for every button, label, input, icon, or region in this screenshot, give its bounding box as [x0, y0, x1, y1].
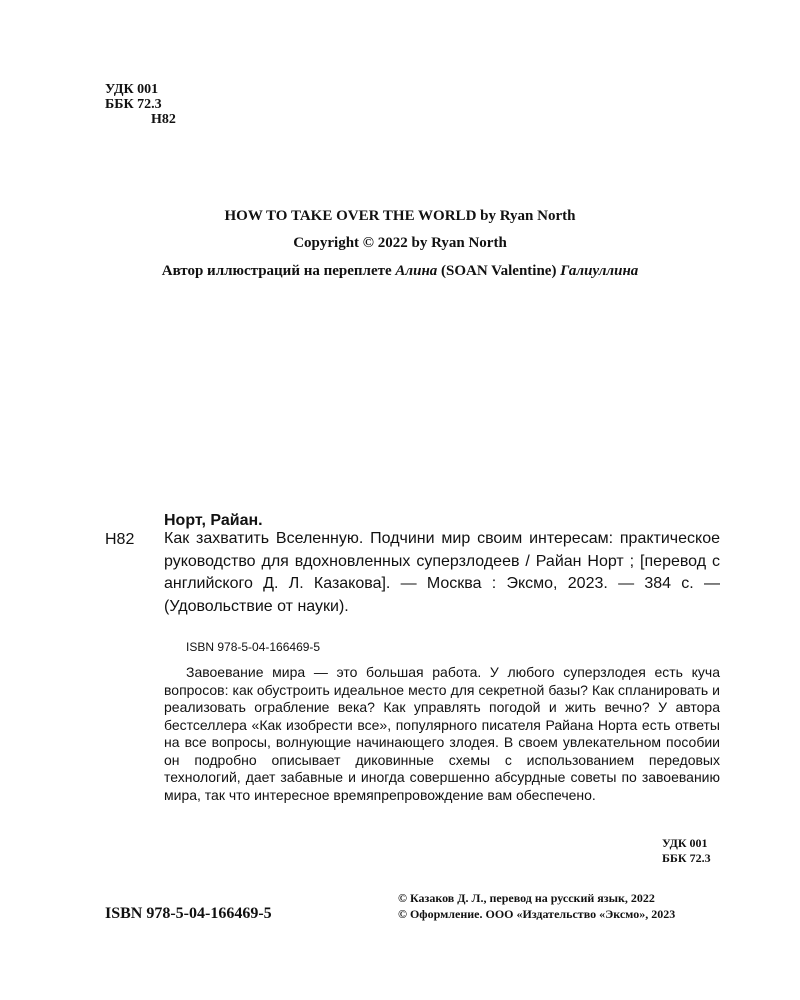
catalog-classification — [662, 836, 711, 866]
bbk-code: ББК 72.3 — [105, 97, 162, 112]
annotation-text: Завоевание мира — это большая работа. У любого суперзлодея есть куча вопросов: как обустроить идеальное место для секретной базы? Как спланировать и реализовать ограбление века? Как управлять погодой и жить вечно? У автора бестселлера «Как изобрести все», популярного писателя Райана Норта есть ответы на все вопросы, волнующие начинающего злодея. В своем увлекательном пособии он подробно описывает диковинные схемы с использованием передовых технологий, дает забавные и иногда совершенно абсурдные советы по завоеванию мира, так что интересное времяпрепровождение вам обеспечено. — [164, 664, 720, 803]
catalog-udk: УДК 001 — [662, 836, 708, 850]
illustrator-last-name: Галиуллина — [560, 263, 639, 279]
illustrator-first-name: Алина — [395, 263, 438, 279]
copyright-line: Copyright © 2022 by Ryan North — [293, 235, 507, 251]
catalog-bbk: ББК 72.3 — [662, 851, 711, 865]
classification-block — [105, 82, 176, 127]
original-title: HOW TO TAKE OVER THE WORLD by Ryan North — [224, 208, 576, 224]
bibliographic-description — [164, 528, 720, 618]
footer-copyrights — [398, 890, 675, 922]
author-code: Н82 — [151, 112, 176, 127]
catalog-author-code: Н82 — [105, 531, 135, 548]
illustrator-alias: (SOAN Valentine) — [437, 263, 561, 279]
footer-isbn: ISBN 978-5-04-166469-5 — [105, 905, 272, 922]
translation-copyright: © Казаков Д. Л., перевод на русский язык, 2022 — [398, 891, 655, 905]
illustrator-prefix: Автор иллюстраций на переплете — [161, 263, 396, 279]
annotation — [164, 664, 720, 804]
illustrator-line — [0, 263, 800, 280]
bibliographic-text: Как захватить Вселенную. Подчини мир своим интересам: практическое руководство для вдохновленных суперзлодеев / Райан Норт ; [перевод с английского Д. Л. Казакова]. — Москва : Эксмо, 2023. — 384 с. — (Удовольствие от науки). — [164, 530, 720, 615]
catalog-isbn: ISBN 978-5-04-166469-5 — [186, 640, 321, 654]
design-copyright: © Оформление. ООО «Издательство «Эксмо», 2023 — [398, 907, 676, 921]
catalog-author: Норт, Райан. — [164, 512, 263, 529]
udk-code: УДК 001 — [105, 82, 159, 97]
